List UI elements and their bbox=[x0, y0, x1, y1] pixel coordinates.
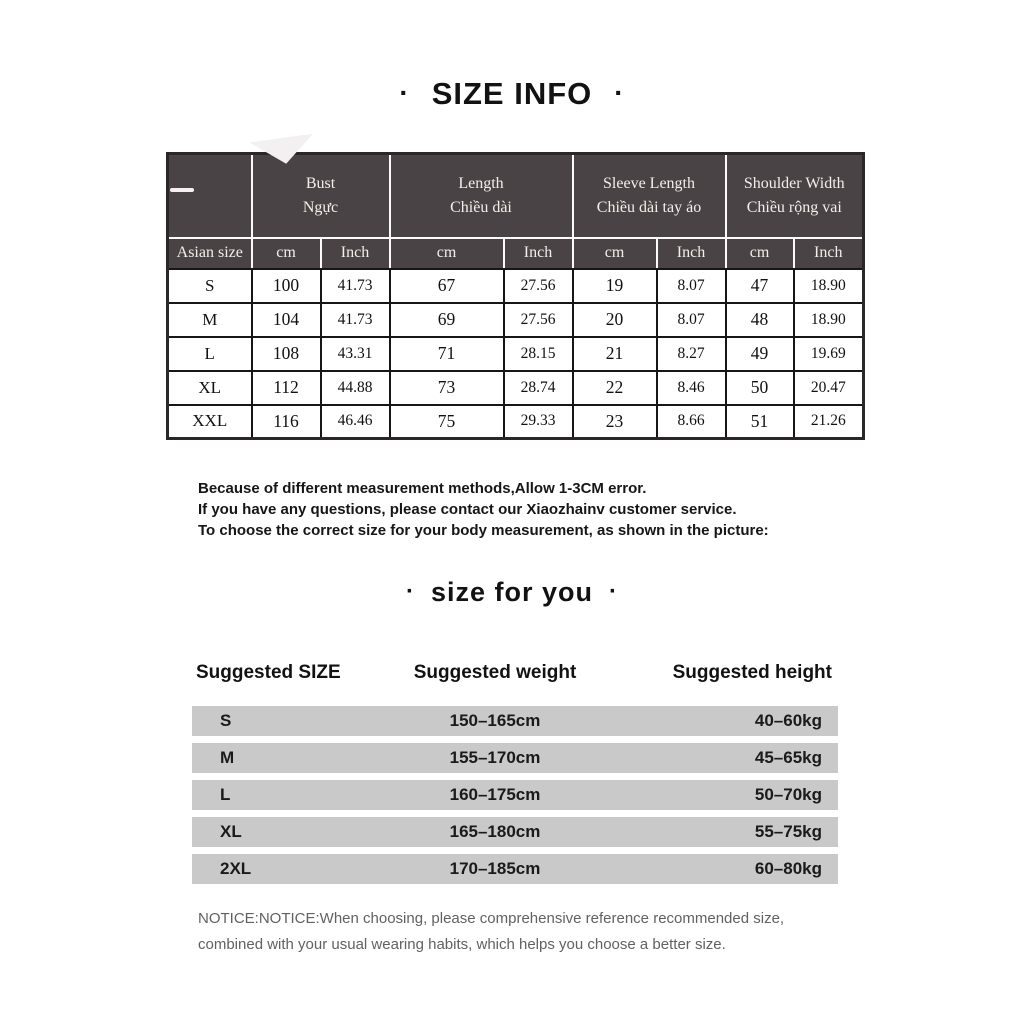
table-group-header-row bbox=[168, 154, 864, 238]
cell-shoulder-cm: 48 bbox=[726, 303, 794, 337]
cell-size: XXL bbox=[168, 405, 252, 439]
cell-shoulder-inch: 18.90 bbox=[794, 269, 864, 303]
title-dot-left: · bbox=[399, 77, 410, 108]
group-label-vi: Ngực bbox=[302, 198, 339, 216]
group-header-shoulder-width bbox=[726, 154, 864, 238]
suggest-row-2xl bbox=[192, 854, 838, 884]
table-row-s bbox=[168, 269, 864, 303]
cell-bust-inch: 44.88 bbox=[321, 371, 390, 405]
suggest-row-m bbox=[192, 743, 838, 773]
note-line: Because of different measurement methods,Allow 1-3CM error. bbox=[198, 480, 647, 497]
group-label-vi: Chiều rộng vai bbox=[746, 198, 842, 216]
group-header-length bbox=[390, 154, 573, 238]
cell-sleeve-cm: 22 bbox=[573, 371, 657, 405]
group-label-en: Bust bbox=[305, 174, 336, 192]
cell-bust-inch: 41.73 bbox=[321, 269, 390, 303]
unit-header-inch: Inch bbox=[657, 238, 726, 269]
unit-header-inch: Inch bbox=[504, 238, 573, 269]
cell-bust-cm: 104 bbox=[252, 303, 321, 337]
cell-sleeve-inch: 8.27 bbox=[657, 337, 726, 371]
cell-sleeve-inch: 8.46 bbox=[657, 371, 726, 405]
table-row-l bbox=[168, 337, 864, 371]
cell-sleeve-inch: 8.07 bbox=[657, 269, 726, 303]
suggest-weight: 165–180cm bbox=[449, 822, 541, 841]
suggest-weight: 150–165cm bbox=[449, 711, 541, 730]
unit-header-inch: Inch bbox=[321, 238, 390, 269]
suggest-height: 60–80kg bbox=[754, 859, 822, 878]
cell-bust-cm: 116 bbox=[252, 405, 321, 439]
suggest-height: 45–65kg bbox=[754, 748, 822, 767]
table-row-m bbox=[168, 303, 864, 337]
cell-length-cm: 69 bbox=[390, 303, 504, 337]
cell-bust-inch: 41.73 bbox=[321, 303, 390, 337]
note-line: To choose the correct size for your body measurement, as shown in the picture: bbox=[198, 522, 769, 539]
header-suggested-weight: Suggested weight bbox=[413, 662, 577, 683]
cell-size: L bbox=[168, 337, 252, 371]
unit-header-cm: cm bbox=[573, 238, 657, 269]
cell-length-inch: 27.56 bbox=[504, 303, 573, 337]
suggest-row-xl bbox=[192, 817, 838, 847]
cell-shoulder-cm: 50 bbox=[726, 371, 794, 405]
page-title-text: SIZE INFO bbox=[431, 76, 593, 111]
title-dot-right: · bbox=[609, 578, 619, 605]
cell-sleeve-cm: 23 bbox=[573, 405, 657, 439]
cell-size: M bbox=[168, 303, 252, 337]
suggested-size-table bbox=[192, 662, 838, 884]
unit-header-inch: Inch bbox=[794, 238, 864, 269]
suggest-size: M bbox=[220, 748, 235, 767]
suggest-weight: 160–175cm bbox=[449, 785, 541, 804]
header-suggested-size: Suggested SIZE bbox=[196, 662, 341, 683]
group-header-bust bbox=[252, 154, 390, 238]
group-label-vi: Chiều dài tay áo bbox=[596, 198, 702, 216]
cell-sleeve-cm: 19 bbox=[573, 269, 657, 303]
suggest-size: S bbox=[220, 711, 232, 730]
group-label-en: Length bbox=[458, 174, 504, 192]
size-info-table bbox=[166, 152, 865, 440]
table-unit-header-row bbox=[168, 238, 864, 269]
cell-length-inch: 29.33 bbox=[504, 405, 573, 439]
note-line: If you have any questions, please contact our Xiaozhainv customer service. bbox=[198, 501, 737, 518]
title-dot-left: · bbox=[405, 578, 415, 605]
cell-length-inch: 28.74 bbox=[504, 371, 573, 405]
suggest-size: 2XL bbox=[220, 859, 252, 878]
cell-sleeve-cm: 20 bbox=[573, 303, 657, 337]
bottom-notice bbox=[198, 906, 1024, 958]
suggest-weight: 155–170cm bbox=[449, 748, 541, 767]
suggest-size: XL bbox=[220, 822, 242, 841]
cell-length-inch: 28.15 bbox=[504, 337, 573, 371]
notice-line: combined with your usual wearing habits, which helps you choose a better size. bbox=[198, 936, 726, 953]
page-title bbox=[0, 76, 1024, 112]
cell-bust-cm: 100 bbox=[252, 269, 321, 303]
cell-bust-inch: 46.46 bbox=[321, 405, 390, 439]
cell-shoulder-inch: 18.90 bbox=[794, 303, 864, 337]
section-title-size-for-you bbox=[0, 577, 1024, 608]
cell-length-cm: 73 bbox=[390, 371, 504, 405]
cell-length-cm: 67 bbox=[390, 269, 504, 303]
cell-length-cm: 71 bbox=[390, 337, 504, 371]
table-row-xxl bbox=[168, 405, 864, 439]
cell-shoulder-cm: 51 bbox=[726, 405, 794, 439]
group-header-sleeve-length bbox=[573, 154, 726, 238]
suggest-size: L bbox=[220, 785, 231, 804]
header-suggested-height: Suggested height bbox=[672, 662, 832, 683]
cell-shoulder-inch: 19.69 bbox=[794, 337, 864, 371]
suggest-height: 50–70kg bbox=[754, 785, 822, 804]
cell-sleeve-cm: 21 bbox=[573, 337, 657, 371]
cell-size: XL bbox=[168, 371, 252, 405]
watermark-dash bbox=[170, 188, 194, 192]
suggest-height: 40–60kg bbox=[754, 711, 822, 730]
cell-sleeve-inch: 8.66 bbox=[657, 405, 726, 439]
cell-shoulder-inch: 20.47 bbox=[794, 371, 864, 405]
measurement-notes bbox=[198, 478, 1024, 541]
cell-shoulder-inch: 21.26 bbox=[794, 405, 864, 439]
cell-bust-inch: 43.31 bbox=[321, 337, 390, 371]
group-label-en: Shoulder Width bbox=[743, 174, 845, 192]
cell-length-cm: 75 bbox=[390, 405, 504, 439]
unit-header-cm: cm bbox=[252, 238, 321, 269]
title-dot-right: · bbox=[614, 77, 625, 108]
cell-length-inch: 27.56 bbox=[504, 269, 573, 303]
suggest-height: 55–75kg bbox=[754, 822, 822, 841]
corner-cell-empty bbox=[168, 154, 252, 238]
suggest-row-l bbox=[192, 780, 838, 810]
table-row-xl bbox=[168, 371, 864, 405]
cell-shoulder-cm: 47 bbox=[726, 269, 794, 303]
corner-cell-label: Asian size bbox=[168, 238, 252, 269]
cell-size: S bbox=[168, 269, 252, 303]
unit-header-cm: cm bbox=[726, 238, 794, 269]
suggest-weight: 170–185cm bbox=[449, 859, 541, 878]
section-title-text: size for you bbox=[430, 577, 594, 607]
unit-header-cm: cm bbox=[390, 238, 504, 269]
group-label-en: Sleeve Length bbox=[603, 174, 695, 192]
notice-line: NOTICE:NOTICE:When choosing, please comprehensive reference recommended size, bbox=[198, 910, 785, 927]
suggested-table-header bbox=[192, 662, 838, 684]
suggest-row-s bbox=[192, 706, 838, 736]
group-label-vi: Chiều dài bbox=[450, 198, 512, 216]
cell-sleeve-inch: 8.07 bbox=[657, 303, 726, 337]
cell-bust-cm: 108 bbox=[252, 337, 321, 371]
cell-shoulder-cm: 49 bbox=[726, 337, 794, 371]
cell-bust-cm: 112 bbox=[252, 371, 321, 405]
